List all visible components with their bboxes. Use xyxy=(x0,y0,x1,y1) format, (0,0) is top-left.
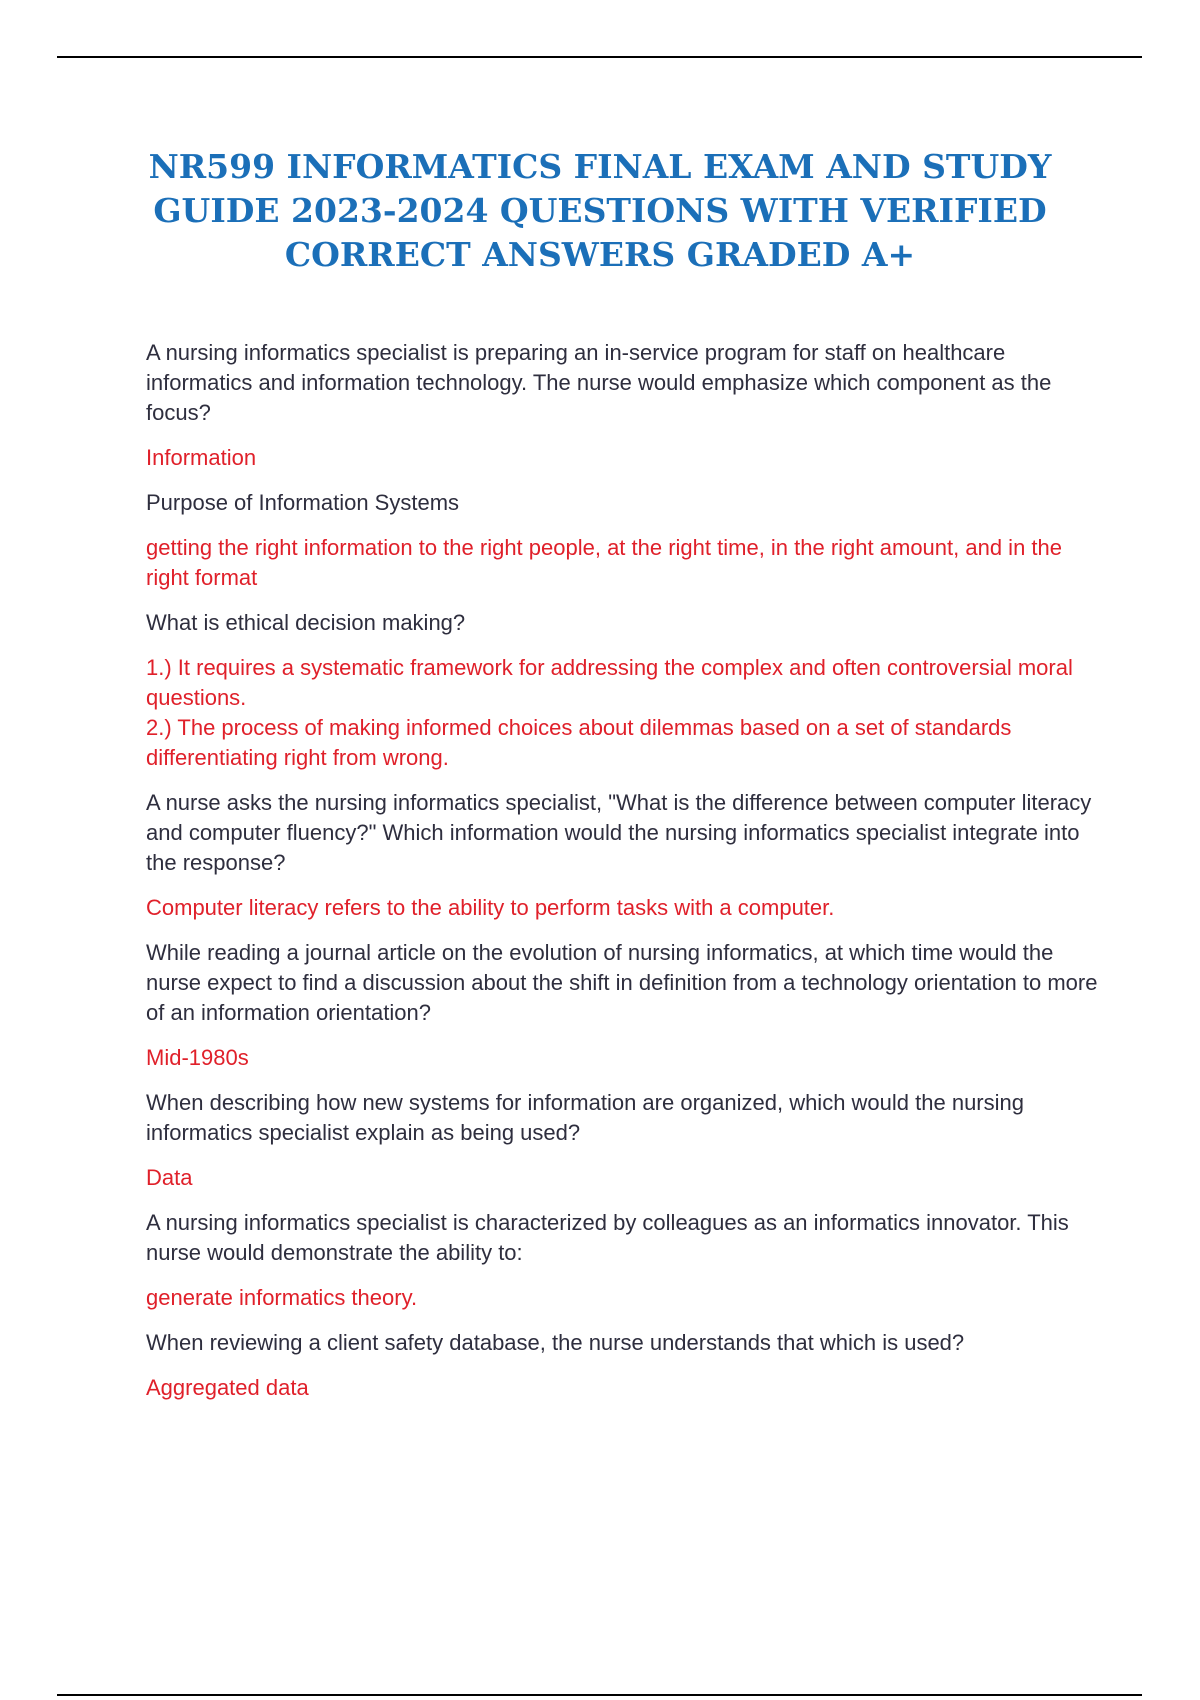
question-5: While reading a journal article on the evolution of nursing informatics, at which time would the nurse expect to find a discussion about the shift in definition from a technology orientation to more of an information orientation? xyxy=(146,940,1098,1025)
top-rule xyxy=(57,56,1142,58)
document-title: NR599 INFORMATICS FINAL EXAM AND STUDY GUIDE 2023-2024 QUESTIONS WITH VERIFIED CORRECT ANSWERS GRADED A+ xyxy=(148,147,1052,274)
answer-7: generate informatics theory. xyxy=(146,1285,418,1310)
answer-8: Aggregated data xyxy=(146,1375,309,1400)
question-2: Purpose of Information Systems xyxy=(146,490,460,515)
qa-list xyxy=(146,338,1106,1418)
answer-4: Computer literacy refers to the ability to perform tasks with a computer. xyxy=(146,895,835,920)
question-3: What is ethical decision making? xyxy=(146,610,466,635)
answer-5: Mid-1980s xyxy=(146,1045,249,1070)
answer-3: 1.) It requires a systematic framework for addressing the complex and often controversial moral questions. 2.) The process of making informed choices about dilemmas based on a set of standards differentiating right from wrong. xyxy=(146,655,1073,770)
question-4: A nurse asks the nursing informatics specialist, "What is the difference between computer literacy and computer fluency?" Which information would the nursing informatics specialist integrate into the response? xyxy=(146,790,1092,875)
question-6: When describing how new systems for information are organized, which would the nursing informatics specialist explain as being used? xyxy=(146,1090,1024,1145)
question-1: A nursing informatics specialist is preparing an in-service program for staff on healthcare informatics and information technology. The nurse would emphasize which component as the focus? xyxy=(146,340,1052,425)
answer-2: getting the right information to the right people, at the right time, in the right amount, and in the right format xyxy=(146,535,1062,590)
answer-1: Information xyxy=(146,445,257,470)
question-7: A nursing informatics specialist is characterized by colleagues as an informatics innovator. This nurse would demonstrate the ability to: xyxy=(146,1210,1069,1265)
answer-6: Data xyxy=(146,1165,193,1190)
bottom-rule xyxy=(57,1694,1142,1696)
question-8: When reviewing a client safety database, the nurse understands that which is used? xyxy=(146,1330,965,1355)
